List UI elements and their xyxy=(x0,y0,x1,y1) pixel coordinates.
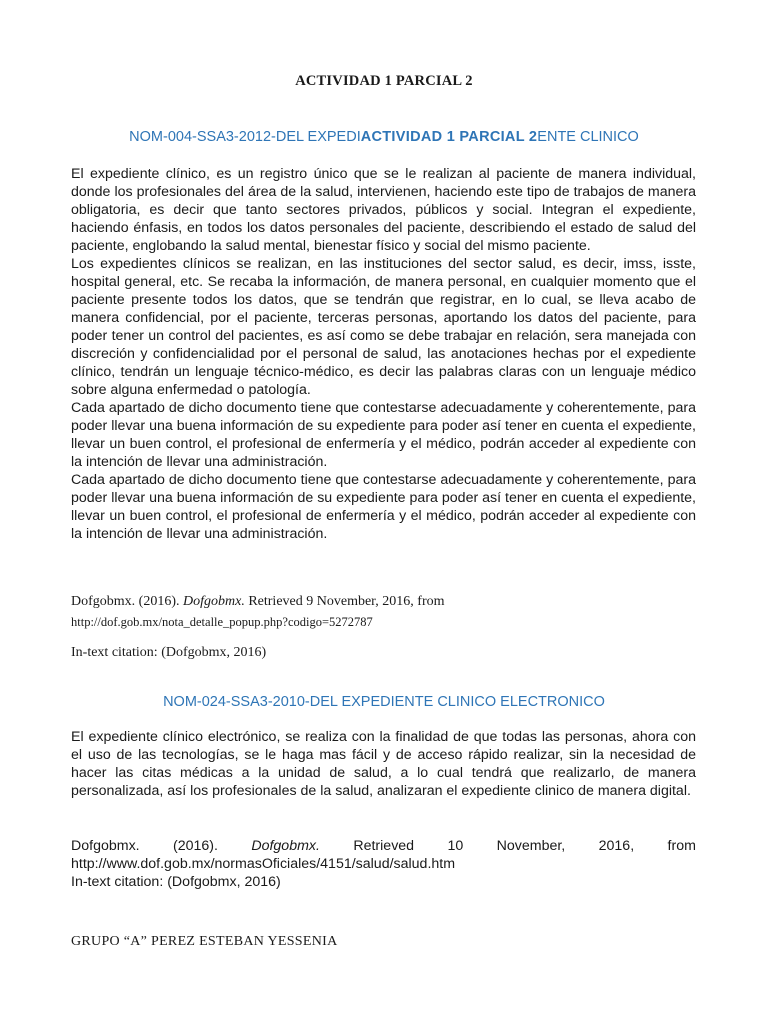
section1-heading-bold: ACTIVIDAD 1 PARCIAL 2 xyxy=(360,129,538,145)
reference-author: Dofgobmx. xyxy=(71,838,140,854)
footer-author: GRUPO “A” PEREZ ESTEBAN YESSENIA xyxy=(71,934,338,949)
reference-site: Dofgobmx. xyxy=(183,594,245,609)
document-title: ACTIVIDAD 1 PARCIAL 2 xyxy=(295,73,473,89)
reference-month: November, xyxy=(496,838,566,854)
section1-heading xyxy=(72,129,696,145)
reference-year: (2016). xyxy=(173,838,218,854)
reference-retrieved: Retrieved xyxy=(353,838,415,854)
reference-author-year: Dofgobmx. (2016). xyxy=(71,594,180,609)
section2-body xyxy=(71,728,696,800)
section1-body xyxy=(71,165,696,543)
reference-line xyxy=(71,837,696,855)
section1-reference xyxy=(71,592,696,663)
section1-heading-pre: NOM-004-SSA3-2012-DEL EXPEDI xyxy=(129,129,361,145)
paragraph: El expediente clínico electrónico, se realiza con la finalidad de que todas las personas, ahora con el uso de las tecnologías, se le haga mas fácil y de acceso rápido realizar, sin la necesidad de hacer las citas médicas a la unidad de salud, a lo cual tendrá que realizarlo, de manera personalizada, así los profesionales de la salud, analizaran el expediente clinico de manera digital. xyxy=(71,729,696,799)
paragraph: Cada apartado de dicho documento tiene que contestarse adecuadamente y coherentemente, para poder llevar una buena información de su expediente para poder así tener en cuenta el expediente, llevar un buen control, el profesional de enfermería y el médico, podrán acceder al expediente con la intención de llevar una administración. xyxy=(71,472,696,542)
paragraph: Cada apartado de dicho documento tiene que contestarse adecuadamente y coherentemente, para poder llevar una buena información de su expediente para poder así tener en cuenta el expediente, llevar un buen control, el profesional de enfermería y el médico, podrán acceder al expediente con la intención de llevar una administración. xyxy=(71,400,696,470)
reference-retrieved: Retrieved 9 November, 2016, from xyxy=(248,594,445,609)
paragraph: Los expedientes clínicos se realizan, en las instituciones del sector salud, es decir, imss, isste, hospital general, etc. Se recaba la información, de manera personal, en cualquier momento que el paciente presente todos los datos, que se tendrán que registrar, en lo cual, se lleva acabo de manera confidencial, por el paciente, terceras personas, aportando los datos del paciente, para poder tener un control del pacientes, es así como se debe trabajar en relación, sera manejada con discreción y confidencialidad por el personal de salud, las anotaciones hechas por el expediente clínico, tendrán un lenguaje técnico-médico, es decir las palabras claras con un lenguaje médico sobre alguna enfermedad o patología. xyxy=(71,256,696,398)
reference-citation: In-text citation: (Dofgobmx, 2016) xyxy=(71,874,281,890)
reference-from: from xyxy=(667,838,696,854)
reference-site: Dofgobmx. xyxy=(251,838,320,854)
reference-ryear: 2016, xyxy=(598,838,635,854)
section2-heading: NOM-024-SSA3-2010-DEL EXPEDIENTE CLINICO ELECTRONICO xyxy=(163,694,605,710)
paragraph: El expediente clínico, es un registro único que se le realizan al paciente de manera individual, donde los profesionales del área de la salud, intervienen, haciendo este tipo de trabajos de manera obligatoria, es decir que tanto sectores privados, públicos y social. Integran el expediente, haciendo énfasis, en todos los datos personales del paciente, describiendo el estado de salud del paciente, englobando la salud mental, bienestar físico y social del mismo paciente. xyxy=(71,166,696,254)
reference-line xyxy=(71,592,696,612)
section2-reference xyxy=(71,837,696,891)
reference-url[interactable]: http://dof.gob.mx/nota_detalle_popup.php?codigo=5272787 xyxy=(71,615,373,629)
reference-url[interactable]: http://www.dof.gob.mx/normasOficiales/4151/salud/salud.htm xyxy=(71,856,456,872)
section1-heading-post: ENTE CLINICO xyxy=(537,129,639,145)
reference-citation: In-text citation: (Dofgobmx, 2016) xyxy=(71,645,267,660)
reference-day: 10 xyxy=(447,838,464,854)
